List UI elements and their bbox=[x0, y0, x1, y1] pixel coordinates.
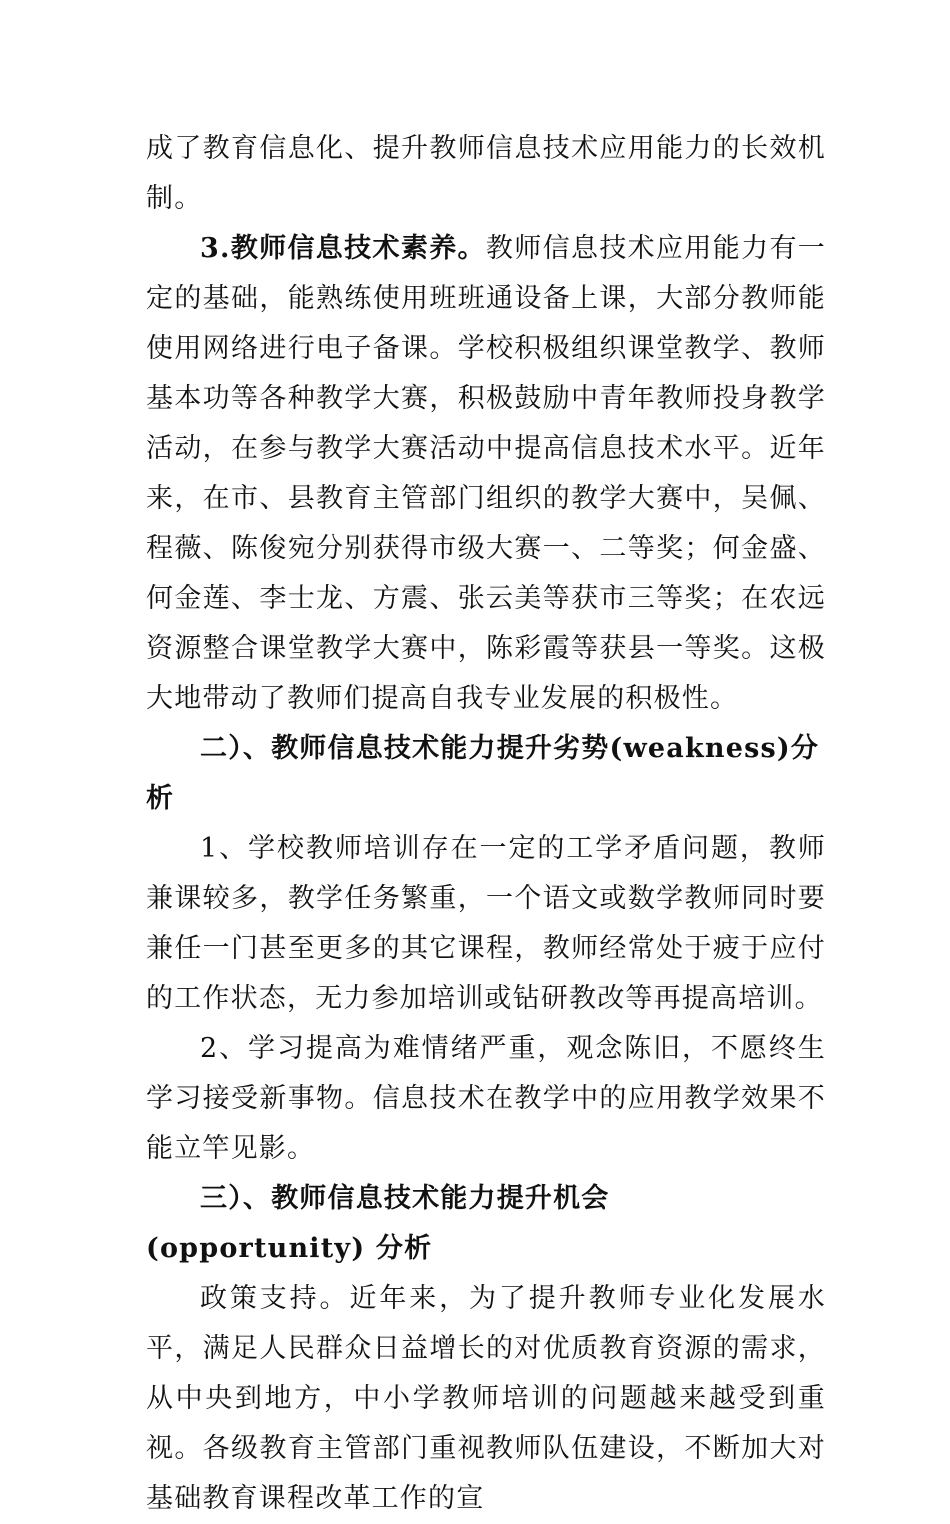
paragraph-continuation: 成了教育信息化、提升教师信息技术应用能力的长效机制。 bbox=[146, 133, 826, 214]
section-heading-opportunity: 三）、教师信息技术能力提升机会(opportunity) 分析 bbox=[146, 1183, 610, 1264]
paragraph-lead-bold: 3.教师信息技术素养。 bbox=[200, 233, 486, 264]
paragraph-opportunity-1: 政策支持。近年来，为了提升教师专业化发展水平，满足人民群众日益增长的对优质教育资源的需求，从中央到地方，中小学教师培训的问题越来越受到重视。各级教育主管部门重视教师队伍建设，不断加大对基础教育课程改革工作的宣 bbox=[146, 1283, 826, 1514]
paragraph-weakness-1: 1、学校教师培训存在一定的工学矛盾问题，教师兼课较多，教学任务繁重，一个语文或数学教师同时要兼任一门甚至更多的其它课程，教师经常处于疲于应付的工作状态，无力参加培训或钻研教改等再提高培训。 bbox=[146, 833, 826, 1014]
paragraph-body-text: 教师信息技术应用能力有一定的基础，能熟练使用班班通设备上课，大部分教师能使用网络进行电子备课。学校积极组织课堂教学、教师基本功等各种教学大赛，积极鼓励中青年教师投身教学活动，在参与教学大赛活动中提高信息技术水平。近年来，在市、县教育主管部门组织的教学大赛中，吴佩、程薇、陈俊宛分别获得市级大赛一、二等奖；何金盛、何金莲、李士龙、方震、张云美等获市三等奖；在农远资源整合课堂教学大赛中，陈彩霞等获县一等奖。这极大地带动了教师们提高自我专业发展的积极性。 bbox=[146, 233, 826, 714]
paragraph-teacher-it-literacy bbox=[146, 224, 826, 724]
paragraph-weakness-2: 2、学习提高为难情绪严重，观念陈旧，不愿终生学习接受新事物。信息技术在教学中的应用教学效果不能立竿见影。 bbox=[146, 1033, 826, 1164]
section-heading-weakness: 二）、教师信息技术能力提升劣势(weakness)分析 bbox=[146, 733, 820, 814]
document-body bbox=[146, 124, 826, 1524]
